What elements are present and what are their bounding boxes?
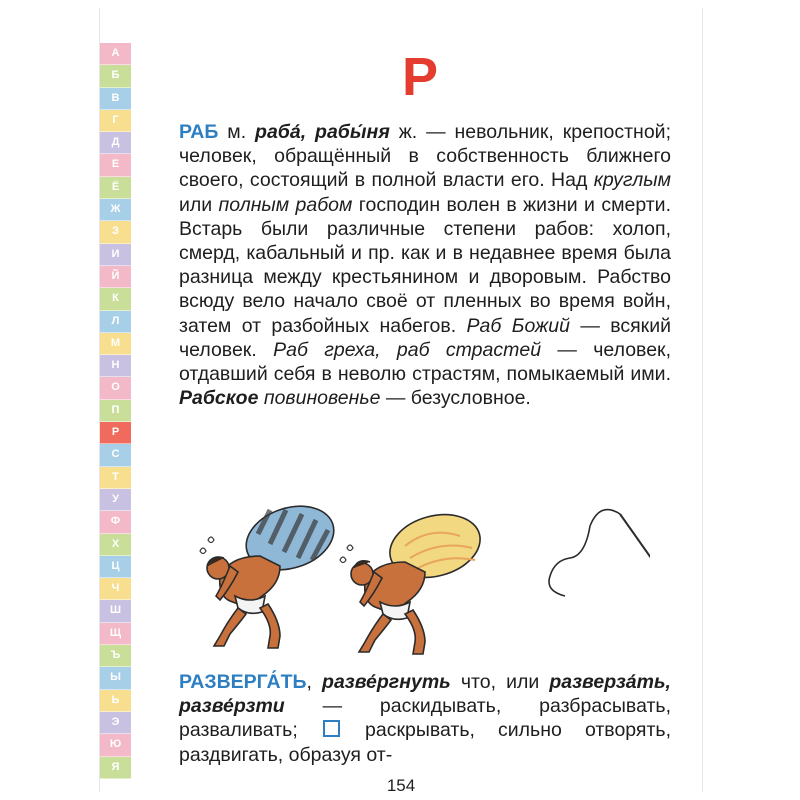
- entry-example: повиновенье: [258, 387, 381, 410]
- entry-forms: раба́, рабы́ня: [255, 121, 390, 143]
- entry-example: Раб Божий: [466, 314, 570, 337]
- entry-text: что, или: [450, 671, 550, 693]
- alphabet-tab[interactable]: М: [100, 333, 131, 355]
- alphabet-tab[interactable]: Щ: [100, 623, 131, 645]
- alphabet-tab[interactable]: Л: [100, 311, 131, 333]
- square-marker-icon: [323, 720, 340, 737]
- alphabet-tab[interactable]: Н: [100, 355, 131, 377]
- alphabet-tab[interactable]: О: [100, 377, 131, 399]
- entry-forms: разве́ргнуть: [322, 671, 451, 693]
- page-number: 154: [386, 776, 416, 795]
- alphabet-tab[interactable]: Ц: [100, 556, 131, 578]
- entry-example: круглым: [593, 169, 671, 192]
- alphabet-tab[interactable]: С: [100, 444, 131, 466]
- alphabet-tab[interactable]: З: [100, 221, 131, 243]
- alphabet-tab[interactable]: Ч: [100, 578, 131, 600]
- entry-rab: [179, 120, 671, 410]
- entry-text: м.: [218, 121, 256, 143]
- alphabet-tab[interactable]: Р: [100, 422, 131, 444]
- alphabet-tab[interactable]: Ь: [100, 690, 131, 712]
- entry-forms: разверза́ть, разве́рзти: [179, 671, 671, 718]
- alphabet-tab[interactable]: А: [100, 43, 131, 65]
- alphabet-tab[interactable]: Б: [100, 65, 131, 87]
- alphabet-tab[interactable]: Ш: [100, 600, 131, 622]
- alphabet-tab[interactable]: Я: [100, 757, 131, 779]
- slaves-illustration: [190, 496, 650, 656]
- alphabet-index: [100, 43, 131, 779]
- entry-text: — раскидывать, разбрасывать, разваливать;: [179, 695, 671, 742]
- entry-text: — всякий человек.: [179, 314, 671, 361]
- dictionary-page: [99, 8, 703, 795]
- alphabet-tab[interactable]: Ф: [100, 511, 131, 533]
- alphabet-tab[interactable]: Т: [100, 467, 131, 489]
- entry-text: — безусловное.: [380, 387, 531, 410]
- entry-example: Раб греха, раб страстей: [273, 338, 542, 361]
- entry-text: или: [179, 193, 219, 216]
- entry-text: ж. — невольник, крепостной; человек, обращённый в собственность ближнего своего, состоящий в полной власти его. Над: [179, 121, 671, 192]
- alphabet-tab[interactable]: Й: [100, 266, 131, 288]
- alphabet-tab[interactable]: Е: [100, 154, 131, 176]
- alphabet-tab[interactable]: В: [100, 88, 131, 110]
- alphabet-tab[interactable]: Ж: [100, 199, 131, 221]
- alphabet-tab[interactable]: У: [100, 489, 131, 511]
- alphabet-tab[interactable]: И: [100, 244, 131, 266]
- section-letter: Р: [402, 47, 439, 107]
- entry-text: — человек, отдавший себя в неволю страстям, помыкаемый ими.: [179, 338, 671, 386]
- alphabet-tab[interactable]: К: [100, 288, 131, 310]
- alphabet-tab[interactable]: Э: [100, 712, 131, 734]
- headword-rab: РАБ: [179, 121, 219, 143]
- alphabet-tab[interactable]: П: [100, 400, 131, 422]
- alphabet-tab[interactable]: Ю: [100, 734, 131, 756]
- entry-razvergat: [179, 670, 671, 767]
- entry-example: полным рабом: [218, 193, 353, 216]
- alphabet-tab[interactable]: Г: [100, 110, 131, 132]
- slave-with-yellow-sack: [351, 505, 487, 654]
- entry-text: ,: [306, 671, 323, 693]
- alphabet-tab[interactable]: Ы: [100, 667, 131, 689]
- alphabet-tab[interactable]: Ъ: [100, 645, 131, 667]
- entry-example: Рабское: [179, 387, 259, 410]
- alphabet-tab[interactable]: Х: [100, 534, 131, 556]
- headword-razvergat: РАЗВЕРГА́ТЬ: [179, 671, 307, 693]
- entry-text: раскрывать, сильно отворять, раздвигать, образуя от-: [179, 719, 671, 766]
- alphabet-tab[interactable]: Ё: [100, 177, 131, 199]
- whip: [549, 510, 650, 596]
- slave-with-striped-sack: [207, 496, 342, 648]
- entry-text: господин волен в жизни и смерти. Встарь были различные степени рабов: холоп, смерд, кабальный и пр. как и в недавнее время была разница между крестьянином и дворовым. Рабство всюду вело начало своё от пленных во время войн, затем от разбойных набегов.: [179, 193, 671, 337]
- alphabet-tab[interactable]: Д: [100, 132, 131, 154]
